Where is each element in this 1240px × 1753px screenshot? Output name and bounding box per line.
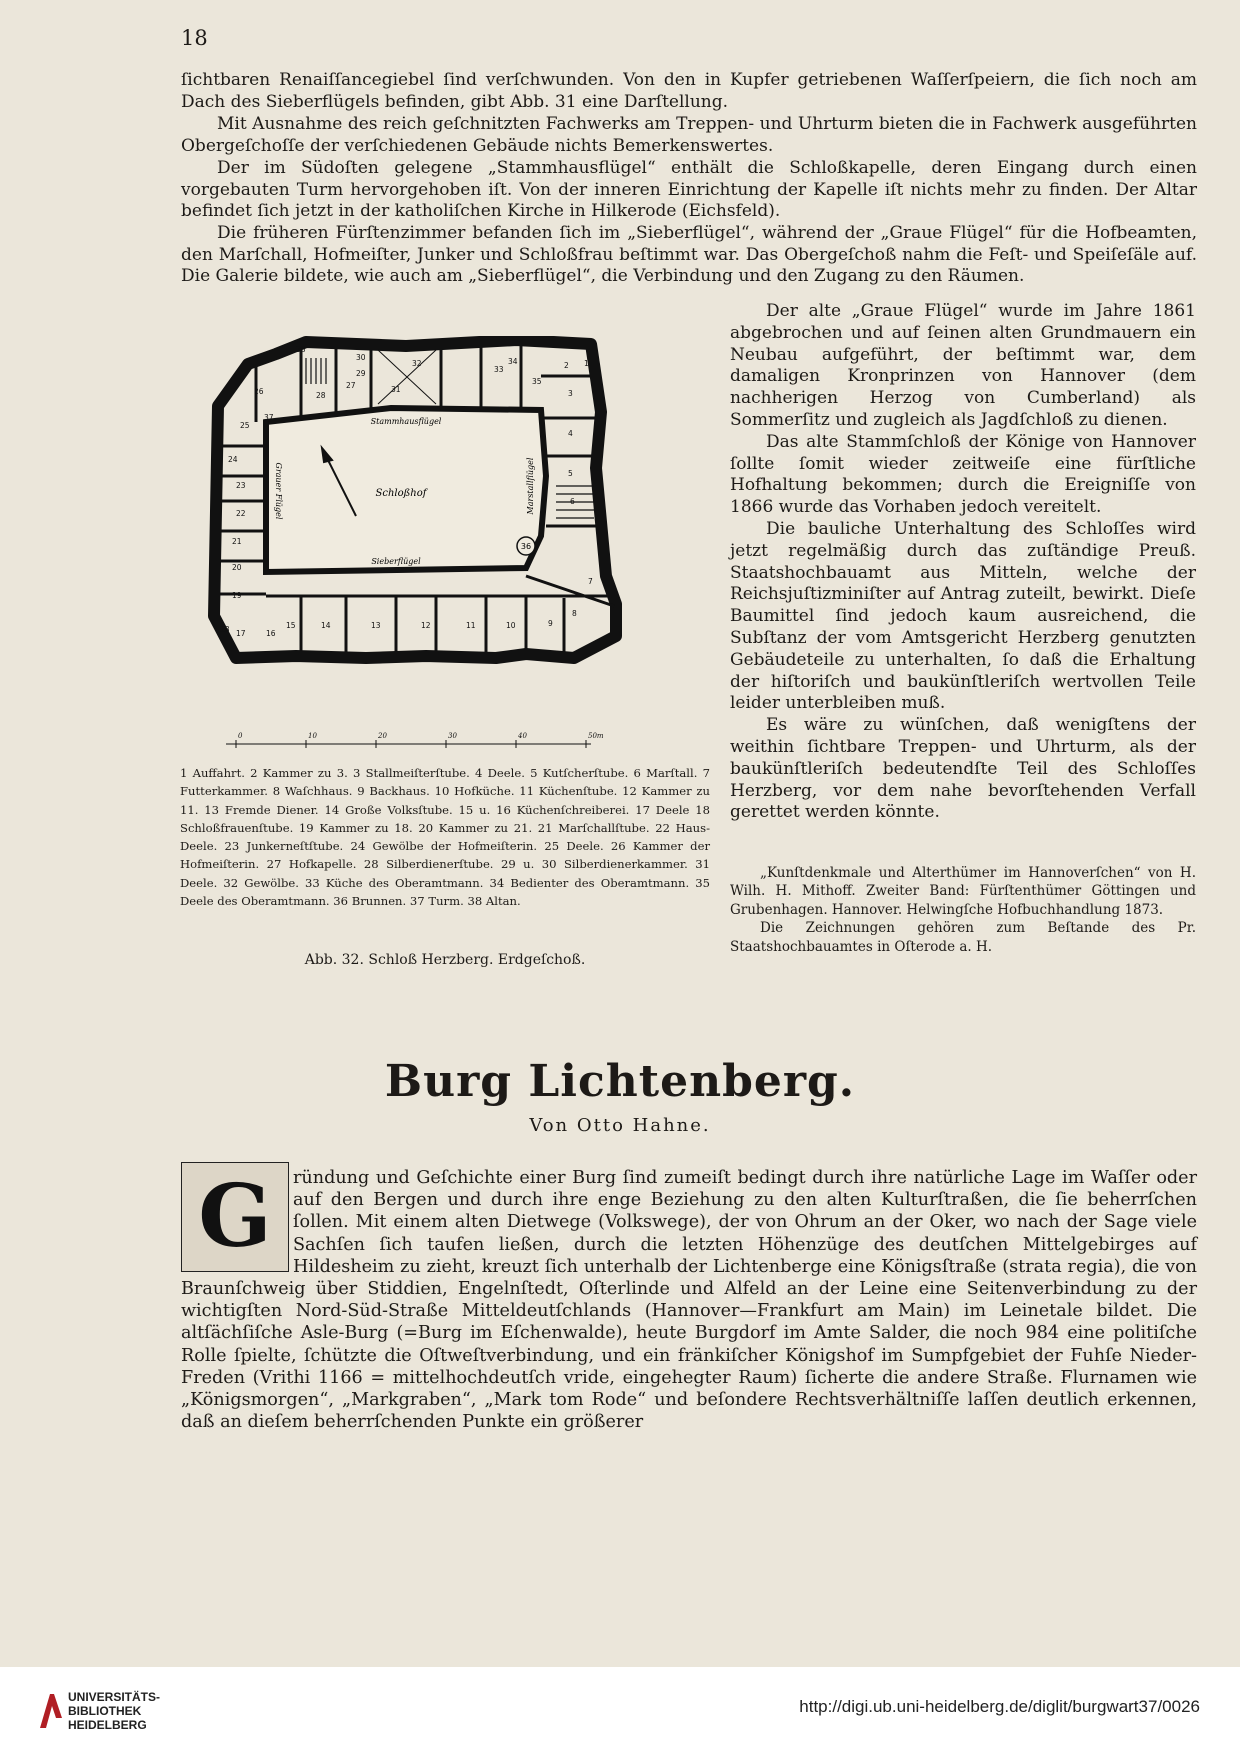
- source-notes: [730, 864, 1196, 956]
- paragraph-1: ſichtbaren Renaiſſancegiebel ſind verſchwunden. Von den in Kupfer getriebenen Waſſerſpeiern, die ſich noch am Dach des Sieberflügels befinden, gibt Abb. 31 eine Darſtellung.: [181, 70, 1197, 112]
- room-number-37: 37: [264, 413, 274, 422]
- room-number-9: 9: [548, 619, 553, 628]
- article-title: Burg Lichtenberg.: [384, 1056, 856, 1107]
- room-number-27: 27: [346, 381, 356, 390]
- paragraph-2: Mit Ausnahme des reich geſchnitzten Fachwerks am Treppen- und Uhrturm bieten die in Fachwerk ausgeführten Obergeſchoſſe der verſchiedenen Gebäude nichts Bemerkenswertes.: [181, 114, 1197, 156]
- article-body-text: ründung und Geſchichte einer Burg ſind zumeiſt bedingt durch ihre natürliche Lage im Waſſer oder auf den Bergen und durch ihre enge Beziehung zu den alten Kulturſtraßen, die ſie beherrſchen ſollen. Mit einem alten Dietwege (Volkswege), der von Ohrum an der Oker, wo nach der Sage viele Sachſen ſich taufen ließen, durch die letzten Höhenzüge des deutſchen Mittelgebirges auf Hildesheim zu zieht, kreuzt ſich unterhalb der Lichtenberge eine Königsſtraße (strata regia), die von Braunſchweig über Stiddien, Engelnſtedt, Oſterlinde und Alfeld an der Leine eine Seitenverbindung zu der wichtigſten Nord-Süd-Straße Mitteldeutſchlands (Hannover—Frankfurt am Main) im Leinetale bildet. Die altſächſiſche Asle-Burg (=Burg im Eſchenwalde), heute Burgdorf im Amte Salder, die noch 984 eine politiſche Rolle ſpielte, ſchützte die Oſtweſtverbindung, und ein fränkiſcher Königshof im Sumpfgebiet der Fuhſe Nieder-Freden (Vrithi 1166 = mittelhochdeutſch vride, eingehegter Raum) ſicherte die andere Straße. Flurnamen wie „Königsmorgen“, „Markgraben“, „Mark tom Rode“ und beſondere Rechtsverhältniſſe laſſen deutlich erkennen, daß an dieſem beherrſchenden Punkte ein größerer: [181, 1168, 1197, 1433]
- article-author: Von Otto Hahne.: [529, 1115, 711, 1136]
- wing-label-top: Stammhausflügel: [370, 417, 442, 426]
- room-number-1: 1: [584, 359, 589, 368]
- room-number-35: 35: [532, 377, 542, 386]
- well-label: 36: [520, 542, 532, 551]
- source-note-2: Die Zeichnungen gehören zum Beſtande des Pr. Staatshochbauamtes in Oſterode a. H.: [730, 920, 1196, 955]
- scale-tick-label: 30: [448, 732, 457, 740]
- room-number-24: 24: [228, 455, 238, 464]
- room-number-22: 22: [236, 509, 246, 518]
- scale-tick-label: 10: [308, 732, 317, 740]
- scale-tick-labels: [236, 732, 604, 748]
- room-number-5: 5: [568, 469, 573, 478]
- room-number-17: 17: [236, 629, 246, 638]
- room-number-30: 30: [356, 353, 366, 362]
- room-number-31: 31: [391, 385, 401, 394]
- room-number-13: 13: [371, 621, 381, 630]
- right-paragraph-2: Das alte Stammſchloß der Könige von Hannover ſollte ſomit wieder zeitweiſe eine fürſtliche Hofhaltung bekommen; durch die Ereigniſſe von 1866 wurde das Vorhaben jedoch vereitelt.: [730, 431, 1196, 518]
- room-number-14: 14: [321, 621, 331, 630]
- room-number-19: 19: [232, 591, 242, 600]
- right-paragraph-4: Es wäre zu wünſchen, daß wenigſtens der weithin ſichtbare Treppen- und Uhrturm, als der baukünſtleriſch bedeutendſte Teil des Schloſſes Herzberg, vor dem nahe bevorſtehenden Verfall gerettet werden könnte.: [730, 715, 1196, 823]
- room-number-7: 7: [588, 577, 593, 586]
- room-number-6: 6: [570, 497, 575, 506]
- room-number-12: 12: [421, 621, 431, 630]
- wing-label-right: Marstallflügel: [526, 457, 535, 515]
- room-number-28: 28: [316, 391, 326, 400]
- room-number-34: 34: [508, 357, 518, 366]
- room-number-16: 16: [266, 629, 276, 638]
- room-number-18: 18: [220, 625, 230, 634]
- floor-plan: [196, 336, 708, 753]
- right-paragraph-3: Die bauliche Unterhaltung des Schloſſes wird jetzt regelmäßig durch das zuſtändige Preuß. Staatshochbauamt aus Mitteln, welche der Reichsjuſtizminiſter auf Antrag zuteilt, bewirkt. Dieſe Baumittel ſind jedoch kaum ausreichend, die Subſtanz der vom Amtsgericht Herzberg genutzten Gebäudeteile zu unterhalten, ſo daß die Erhaltung der hiſtoriſch und baukünſtleriſch wertvollen Teile leider unterbleiben muß.: [730, 518, 1196, 714]
- right-column: [730, 301, 1196, 824]
- wing-label-bottom: Sieberflügel: [371, 557, 421, 566]
- article-body: [181, 1167, 1197, 1433]
- scale-tick-label: 50m: [588, 732, 604, 740]
- paragraph-4: Die früheren Fürſtenzimmer befanden ſich im „Sieberflügel“, während der „Graue Flügel“ für die Hofbeamten, den Marſchall, Hofmeiſter, Junker und Schloßfrau beſtimmt war. Das Obergeſchoß nahm die Feſt- und Speiſeſäle auf. Die Galerie bildete, wie auch am „Sieberflügel“, die Verbindung und den Zugang zu den Räumen.: [181, 223, 1197, 287]
- library-name: [68, 1690, 160, 1732]
- room-number-33: 33: [494, 365, 504, 374]
- room-number-10: 10: [506, 621, 516, 630]
- room-number-11: 11: [466, 621, 476, 630]
- room-number-29: 29: [356, 369, 366, 378]
- initial-spacer: [181, 1167, 293, 1277]
- figure-caption: Abb. 32. Schloß Herzberg. Erdgeſchoß.: [304, 952, 586, 968]
- room-number-21: 21: [232, 537, 242, 546]
- scale-tick-label: 0: [238, 732, 243, 740]
- right-paragraph-1: Der alte „Graue Flügel“ wurde im Jahre 1861 abgebrochen und auf ſeinen alten Grundmauern ein Neubau aufgeführt, der beſtimmt war, dem damaligen Kronprinzen von Hannover (dem nachherigen Herzog von Cumberland) als Sommerſitz und zugleich als Jagdſchloß zu dienen.: [730, 301, 1196, 430]
- courtyard-label: Schloßhof: [375, 488, 427, 499]
- room-number-15: 15: [286, 621, 296, 630]
- room-number-23: 23: [236, 481, 246, 490]
- paragraph-3: Der im Südoſten gelegene „Stammhausflügel“ enthält die Schloßkapelle, deren Eingang durch einen vorgebauten Turm hervorgehoben iſt. Von der inneren Einrichtung der Kapelle iſt nichts mehr zu finden. Der Altar befindet ſich jetzt in der katholiſchen Kirche in Hilkerode (Eichsfeld).: [181, 158, 1197, 222]
- room-number-25: 25: [240, 421, 250, 430]
- room-number-8: 8: [572, 609, 577, 618]
- room-number-20: 20: [232, 563, 242, 572]
- room-number-3: 3: [568, 389, 573, 398]
- initial-letter: G: [198, 1166, 272, 1267]
- room-number-32: 32: [412, 359, 422, 368]
- library-name-line-3: HEIDELBERG: [68, 1718, 147, 1732]
- room-number-2: 2: [564, 361, 569, 370]
- room-number-4: 4: [568, 429, 573, 438]
- library-logo-icon: [36, 1688, 64, 1732]
- source-note-1: „Kunſtdenkmale und Alterthümer im Hannoverſchen“ von H. Wilh. H. Mithoff. Zweiter Band: Fürſtenthümer Göttingen und Grubenhagen. Hannover. Helwingſche Hofbuchhandlung 1873.: [730, 865, 1196, 918]
- plan-legend: 1 Auffahrt. 2 Kammer zu 3. 3 Stallmeiſterſtube. 4 Deele. 5 Kutſcherſtube. 6 Marſtall. 7 Futterkammer. 8 Waſchhaus. 9 Backhaus. 10 Hofküche. 11 Küchenſtube. 12 Kammer zu 11. 13 Fremde Diener. 14 Große Volksſtube. 15 u. 16 Küchenſchreiberei. 17 Deele 18 Schloßfrauenſtube. 19 Kammer zu 18. 20 Kammer zu 21. 21 Marſchallſtube. 22 Haus-Deele. 23 Junkerneſtſtube. 24 Gewölbe der Hofmeiſterin. 25 Deele. 26 Kammer der Hofmeiſterin. 27 Hofkapelle. 28 Silberdienerſtube. 29 u. 30 Silberdienerkammer. 31 Deele. 32 Gewölbe. 33 Küche des Oberamtmann. 34 Bedienter des Oberamtmann. 35 Deele des Oberamtmann. 36 Brunnen. 37 Turm. 38 Altan.: [180, 766, 710, 909]
- vault-marks: [378, 350, 436, 404]
- scale-tick-label: 20: [378, 732, 387, 740]
- wing-label-left: Grauer Flügel: [274, 462, 283, 520]
- scale-tick-label: 40: [518, 732, 527, 740]
- page-number: 18: [181, 26, 208, 50]
- room-number-26: 26: [254, 387, 264, 396]
- room-number-38: 38: [296, 345, 306, 354]
- library-name-line-1: UNIVERSITÄTS-: [68, 1690, 161, 1704]
- permalink[interactable]: http://digi.ub.uni-heidelberg.de/diglit/burgwart37/0026: [799, 1697, 1200, 1716]
- library-name-line-2: BIBLIOTHEK: [68, 1704, 142, 1718]
